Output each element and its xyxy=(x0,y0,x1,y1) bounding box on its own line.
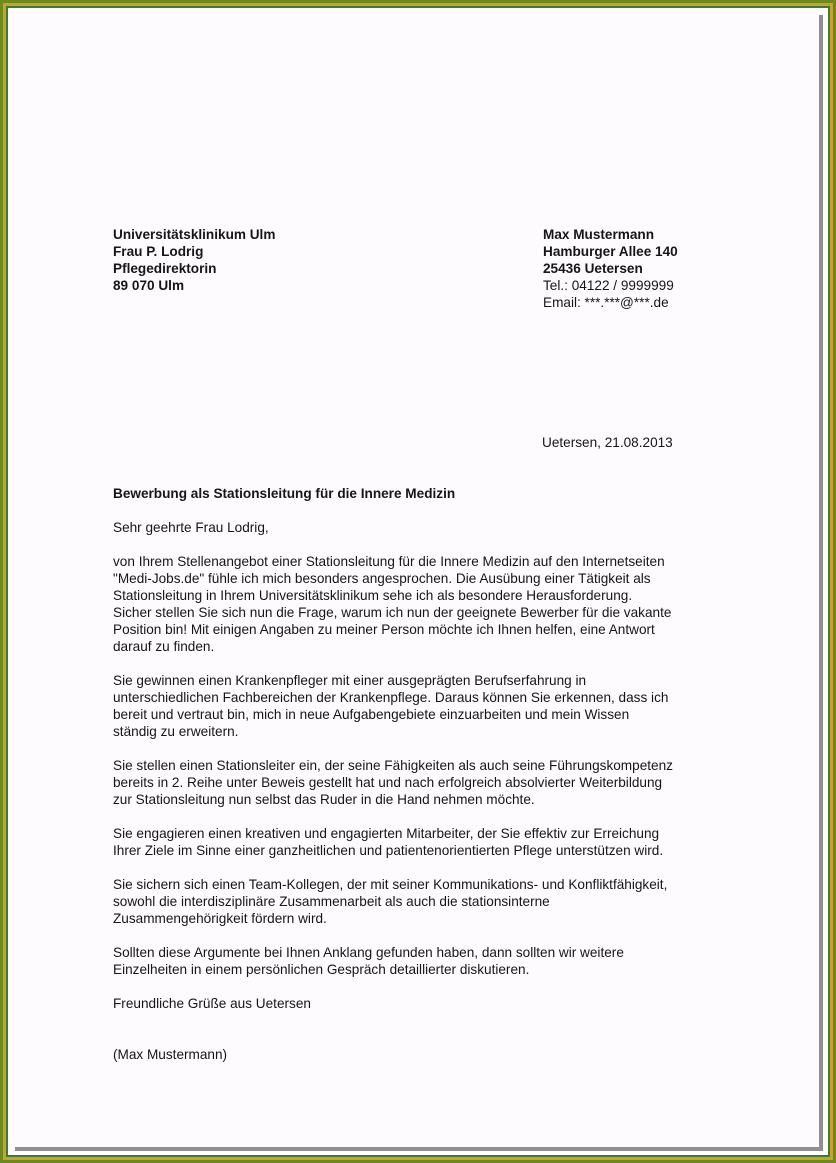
recipient-line: Frau P. Lodrig xyxy=(113,244,204,259)
sender-name: Max Mustermann xyxy=(543,227,655,242)
paragraph-line: Sicher stellen Sie sich nun die Frage, warum ich nun der geeignete Bewerber für die vakante xyxy=(113,605,672,620)
body-paragraph xyxy=(113,757,673,808)
paragraph-line: Sollten diese Argumente bei Ihnen Anklang gefunden haben, dann sollten wir weitere xyxy=(113,945,624,960)
sender-address xyxy=(543,226,678,311)
letter-page xyxy=(11,11,819,1147)
recipient-line: 89 070 Ulm xyxy=(113,278,185,293)
sender-city: 25436 Uetersen xyxy=(543,261,643,276)
salutation: Sehr geehrte Frau Lodrig, xyxy=(113,520,269,535)
letter-date: Uetersen, 21.08.2013 xyxy=(542,435,673,450)
body-paragraph xyxy=(113,553,671,655)
paragraph-line: Sie stellen einen Stationsleiter ein, der seine Fähigkeiten als auch seine Führungskompetenz xyxy=(113,758,673,773)
paragraph-line: von Ihrem Stellenangebot einer Stationsleitung für die Innere Medizin auf den Internetseiten xyxy=(113,554,665,569)
body-paragraph xyxy=(113,825,663,859)
body-paragraph xyxy=(113,944,624,978)
letter-subject: Bewerbung als Stationsleitung für die Innere Medizin xyxy=(113,486,456,501)
paragraph-line: Sie sichern sich einen Team-Kollegen, der mit seiner Kommunikations- und Konfliktfähigkeit, xyxy=(113,877,668,892)
paragraph-line: Position bin! Mit einigen Angaben zu meiner Person möchte ich Ihnen helfen, eine Antwort xyxy=(113,622,655,637)
recipient-line: Universitätsklinikum Ulm xyxy=(113,227,276,242)
sender-phone: Tel.: 04122 / 9999999 xyxy=(543,278,674,293)
body-paragraph xyxy=(113,672,668,740)
paragraph-line: Einzelheiten in einem persönlichen Gespräch detaillierter diskutieren. xyxy=(113,962,530,977)
closing: Freundliche Grüße aus Uetersen xyxy=(113,996,311,1011)
paragraph-line: sowohl die interdisziplinäre Zusammenarbeit als auch die stationsinterne xyxy=(113,894,550,909)
paragraph-line: Zusammengehörigkeit fördern wird. xyxy=(113,911,327,926)
paragraph-line: zur Stationsleitung nun selbst das Ruder in die Hand nehmen möchte. xyxy=(113,792,535,807)
sender-street: Hamburger Allee 140 xyxy=(543,244,678,259)
sender-email: Email: ***.***@***.de xyxy=(543,295,669,310)
recipient-address xyxy=(113,226,275,294)
paragraph-line: Ihrer Ziele im Sinne einer ganzheitlichen und patientenorientierten Pflege unterstützen wird. xyxy=(113,843,664,858)
recipient-line: Pflegedirektorin xyxy=(113,261,217,276)
body-paragraph xyxy=(113,876,667,927)
paragraph-line: unterschiedlichen Fachbereichen der Krankenpflege. Daraus können Sie erkennen, dass ich xyxy=(113,690,669,705)
paragraph-line: darauf zu finden. xyxy=(113,639,215,654)
paragraph-line: Sie gewinnen einen Krankenpfleger mit einer ausgeprägten Berufserfahrung in xyxy=(113,673,587,688)
paragraph-line: Stationsleitung in Ihrem Universitätsklinikum sehe ich als besondere Herausforderung. xyxy=(113,588,633,603)
paragraph-line: bereit und vertraut bin, mich in neue Aufgabengebiete einzuarbeiten und mein Wissen xyxy=(113,707,630,722)
signature: (Max Mustermann) xyxy=(113,1047,228,1062)
paragraph-line: "Medi-Jobs.de" fühle ich mich besonders angesprochen. Die Ausübung einer Tätigkeit als xyxy=(113,571,651,586)
paragraph-line: ständig zu erweitern. xyxy=(113,724,239,739)
paragraph-line: Sie engagieren einen kreativen und engagierten Mitarbeiter, der Sie effektiv zur Erreichung xyxy=(113,826,660,841)
paragraph-line: bereits in 2. Reihe unter Beweis gestellt hat und nach erfolgreich absolvierter Weiterbildung xyxy=(113,775,663,790)
